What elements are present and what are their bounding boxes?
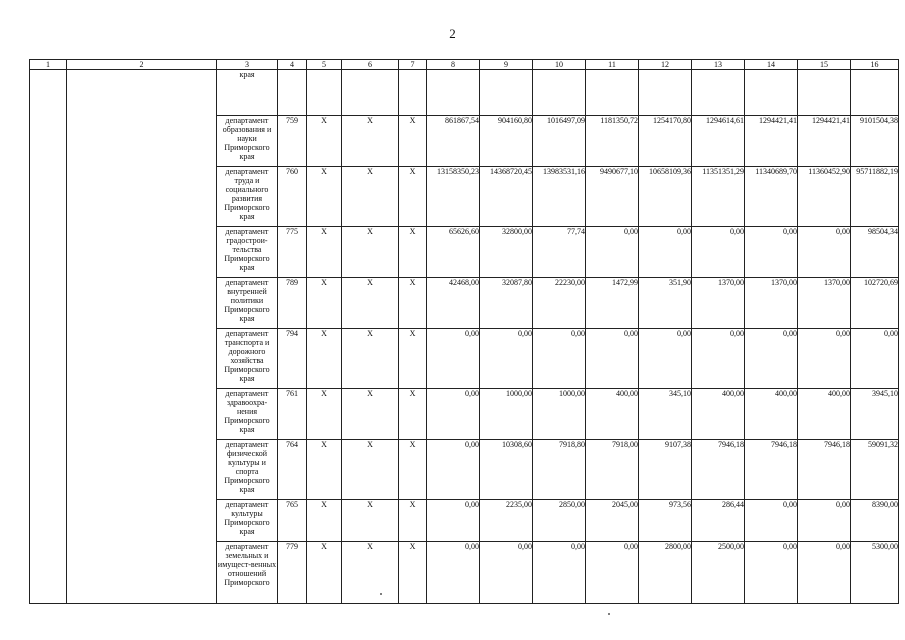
column-header: 13 <box>692 60 745 70</box>
value-cell: 7918,00 <box>586 440 639 500</box>
value-cell: 32087,80 <box>480 278 533 329</box>
org-name-cell: департамент здравоохра-нения Приморского края <box>217 389 278 440</box>
value-cell: 3945,10 <box>851 389 899 440</box>
mark-cell: Х <box>307 116 342 167</box>
value-cell: 1472,99 <box>586 278 639 329</box>
value-cell: 1016497,09 <box>533 116 586 167</box>
value-cell: 345,10 <box>639 389 692 440</box>
org-name-cell: департамент внутренней политики Приморского края <box>217 278 278 329</box>
mark-cell: Х <box>307 500 342 542</box>
value-cell: 1294421,41 <box>745 116 798 167</box>
value-cell: 0,00 <box>639 227 692 278</box>
mark-cell: Х <box>399 167 427 227</box>
column-header: 9 <box>480 60 533 70</box>
org-name-cell: департамент земельных и имущест-венных отношений Приморского <box>217 542 278 604</box>
org-name-cell: департамент образования и науки Приморского края <box>217 116 278 167</box>
value-cell: 0,00 <box>427 500 480 542</box>
mark-cell: Х <box>399 329 427 389</box>
value-cell: 2500,00 <box>692 542 745 604</box>
value-cell: 1000,00 <box>480 389 533 440</box>
code-cell: 759 <box>278 116 307 167</box>
code-cell: 765 <box>278 500 307 542</box>
value-cell: 2045,00 <box>586 500 639 542</box>
value-cell: 7946,18 <box>745 440 798 500</box>
value-cell: 973,56 <box>639 500 692 542</box>
value-cell: 1370,00 <box>692 278 745 329</box>
value-cell: 0,00 <box>586 329 639 389</box>
value-cell: 14368720,45 <box>480 167 533 227</box>
code-cell: 764 <box>278 440 307 500</box>
column-header: 15 <box>798 60 851 70</box>
value-cell: 0,00 <box>427 440 480 500</box>
mark-cell: Х <box>399 116 427 167</box>
value-cell: 11351351,29 <box>692 167 745 227</box>
column-number-row <box>30 60 899 70</box>
column-header: 5 <box>307 60 342 70</box>
mark-cell: Х <box>342 116 399 167</box>
mark-cell: Х <box>307 167 342 227</box>
code-cell: 789 <box>278 278 307 329</box>
code-cell: 794 <box>278 329 307 389</box>
value-cell: 11340689,70 <box>745 167 798 227</box>
value-cell: 7946,18 <box>798 440 851 500</box>
value-cell: 0,00 <box>745 227 798 278</box>
value-cell: 1000,00 <box>533 389 586 440</box>
value-cell: 0,00 <box>586 542 639 604</box>
column-header: 11 <box>586 60 639 70</box>
value-cell: 861867,54 <box>427 116 480 167</box>
value-cell: 0,00 <box>798 227 851 278</box>
org-name-cell: департамент физической культуры и спорта Приморского края <box>217 440 278 500</box>
value-cell: 1370,00 <box>745 278 798 329</box>
value-cell: 0,00 <box>745 542 798 604</box>
org-name-cell: департамент труда и социального развития Приморского края <box>217 167 278 227</box>
value-cell: 77,74 <box>533 227 586 278</box>
value-cell: 5300,00 <box>851 542 899 604</box>
continuation-row <box>30 70 899 116</box>
mark-cell: Х <box>399 542 427 604</box>
page-number: 2 <box>449 26 456 41</box>
column-header: 6 <box>342 60 399 70</box>
code-cell: 775 <box>278 227 307 278</box>
value-cell: 0,00 <box>745 329 798 389</box>
value-cell: 0,00 <box>692 227 745 278</box>
column-header: 1 <box>30 60 67 70</box>
mark-cell: Х <box>399 227 427 278</box>
mark-cell: Х <box>307 227 342 278</box>
value-cell: 0,00 <box>533 329 586 389</box>
value-cell: 0,00 <box>427 329 480 389</box>
org-name-cell: края <box>217 70 278 116</box>
value-cell: 286,44 <box>692 500 745 542</box>
value-cell: 0,00 <box>745 500 798 542</box>
code-cell: 760 <box>278 167 307 227</box>
value-cell: 1254170,80 <box>639 116 692 167</box>
mark-cell: Х <box>399 500 427 542</box>
value-cell: 10308,60 <box>480 440 533 500</box>
value-cell: 11360452,90 <box>798 167 851 227</box>
value-cell: 400,00 <box>586 389 639 440</box>
mark-cell: Х <box>307 440 342 500</box>
mark-cell: Х <box>399 389 427 440</box>
value-cell: 0,00 <box>427 542 480 604</box>
col1-cell <box>30 70 67 604</box>
column-header: 7 <box>399 60 427 70</box>
value-cell: 95711882,19 <box>851 167 899 227</box>
mark-cell: Х <box>307 329 342 389</box>
org-name-cell: департамент транспорта и дорожного хозяйства Приморского края <box>217 329 278 389</box>
mark-cell: Х <box>307 389 342 440</box>
value-cell: 42468,00 <box>427 278 480 329</box>
mark-cell: Х <box>342 440 399 500</box>
value-cell: 7918,80 <box>533 440 586 500</box>
scan-speck <box>380 593 382 595</box>
value-cell: 8390,00 <box>851 500 899 542</box>
value-cell: 13983531,16 <box>533 167 586 227</box>
value-cell: 98504,34 <box>851 227 899 278</box>
mark-cell: Х <box>342 227 399 278</box>
mark-cell: Х <box>399 278 427 329</box>
value-cell: 0,00 <box>480 329 533 389</box>
scan-speck <box>608 613 610 615</box>
value-cell: 1370,00 <box>798 278 851 329</box>
value-cell: 1294421,41 <box>798 116 851 167</box>
column-header: 2 <box>67 60 217 70</box>
value-cell: 10658109,36 <box>639 167 692 227</box>
value-cell: 400,00 <box>745 389 798 440</box>
org-name-cell: департамент культуры Приморского края <box>217 500 278 542</box>
value-cell: 0,00 <box>851 329 899 389</box>
mark-cell: Х <box>342 329 399 389</box>
value-cell: 2850,00 <box>533 500 586 542</box>
column-header: 14 <box>745 60 798 70</box>
mark-cell: Х <box>307 278 342 329</box>
org-name-cell: департамент градострои-тельства Приморского края <box>217 227 278 278</box>
column-header: 10 <box>533 60 586 70</box>
value-cell: 7946,18 <box>692 440 745 500</box>
col2-cell <box>67 70 217 604</box>
column-header: 12 <box>639 60 692 70</box>
code-cell: 761 <box>278 389 307 440</box>
value-cell: 13158350,23 <box>427 167 480 227</box>
value-cell: 0,00 <box>586 227 639 278</box>
value-cell: 59091,32 <box>851 440 899 500</box>
value-cell: 22230,00 <box>533 278 586 329</box>
value-cell: 32800,00 <box>480 227 533 278</box>
value-cell: 400,00 <box>692 389 745 440</box>
value-cell: 0,00 <box>798 542 851 604</box>
column-header: 16 <box>851 60 899 70</box>
budget-table <box>29 59 899 604</box>
value-cell: 0,00 <box>798 500 851 542</box>
value-cell: 9101504,38 <box>851 116 899 167</box>
column-header: 3 <box>217 60 278 70</box>
mark-cell: Х <box>307 542 342 604</box>
value-cell: 1294614,61 <box>692 116 745 167</box>
value-cell: 0,00 <box>480 542 533 604</box>
column-header: 8 <box>427 60 480 70</box>
value-cell: 65626,60 <box>427 227 480 278</box>
column-header: 4 <box>278 60 307 70</box>
mark-cell: Х <box>342 389 399 440</box>
code-cell: 779 <box>278 542 307 604</box>
value-cell: 0,00 <box>692 329 745 389</box>
value-cell: 351,90 <box>639 278 692 329</box>
value-cell: 2800,00 <box>639 542 692 604</box>
value-cell: 9490677,10 <box>586 167 639 227</box>
value-cell: 2235,00 <box>480 500 533 542</box>
mark-cell: Х <box>342 167 399 227</box>
mark-cell: Х <box>342 278 399 329</box>
value-cell: 102720,69 <box>851 278 899 329</box>
value-cell: 904160,80 <box>480 116 533 167</box>
value-cell: 0,00 <box>798 329 851 389</box>
value-cell: 0,00 <box>639 329 692 389</box>
value-cell: 1181350,72 <box>586 116 639 167</box>
value-cell: 400,00 <box>798 389 851 440</box>
value-cell: 0,00 <box>427 389 480 440</box>
mark-cell: Х <box>399 440 427 500</box>
mark-cell: Х <box>342 500 399 542</box>
value-cell: 9107,38 <box>639 440 692 500</box>
mark-cell: Х <box>342 542 399 604</box>
value-cell: 0,00 <box>533 542 586 604</box>
